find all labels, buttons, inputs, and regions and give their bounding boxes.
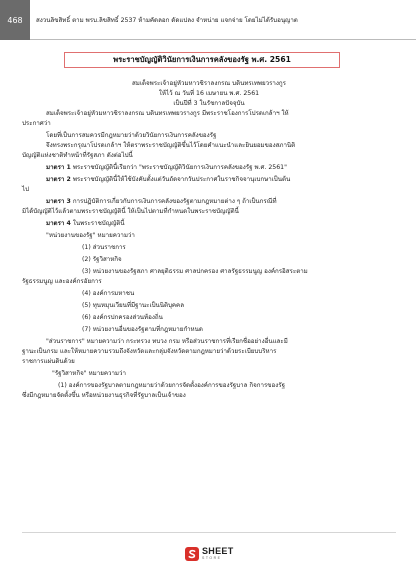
title-text: พระราชบัญญัติวินัยการเงินการคลังของรัฐ พ.ศ. 2561 xyxy=(113,55,291,64)
page-number: 468 xyxy=(0,0,30,40)
given-date-line: ให้ไว้ ณ วันที่ 16 เมษายน พ.ศ. 2561 xyxy=(158,90,260,97)
brand-mark-icon xyxy=(185,547,199,561)
list-item: (7) หน่วยงานอื่นของรัฐตามที่กฎหมายกำหนด xyxy=(82,326,203,333)
section-4-text: ในพระราชบัญญัตินี้ xyxy=(72,220,125,227)
list-item: (4) องค์การมหาชน xyxy=(82,290,135,297)
brand-word: SHEET xyxy=(202,546,234,557)
section-2-label: มาตรา 2 xyxy=(46,176,71,183)
reign-year-line: เป็นปีที่ 3 ในรัชกาลปัจจุบัน xyxy=(173,100,245,107)
section-1 xyxy=(46,164,287,172)
list-item-cont: ซึ่งมีกฎหมายจัดตั้งขึ้น หรือหน่วยงานธุรกิจที่รัฐบาลเป็นเจ้าของ xyxy=(22,392,186,399)
list-item: (3) หน่วยงานของรัฐสภา ศาลยุติธรรม ศาลปกครอง ศาลรัฐธรรมนูญ องค์กรอิสระตาม xyxy=(82,268,308,275)
section-2-text: พระราชบัญญัตินี้ให้ใช้บังคับตั้งแต่วันถัดจากวันประกาศในราชกิจจานุเบกษาเป็นต้น xyxy=(72,176,291,183)
enactment-line-2: บัญญัติแห่งชาติทำหน้าที่รัฐสภา ดังต่อไปนี้ xyxy=(22,152,133,159)
proclamation-line: สมเด็จพระเจ้าอยู่หัวมหาวชิราลงกรณ บดินทรเทพยวรางกูร มีพระราชโองการโปรดเกล้าฯ ให้ xyxy=(46,110,289,117)
copyright-text: สงวนลิขสิทธิ์ ตาม พรบ.ลิขสิทธิ์ 2537 ห้ามคัดลอก ดัดแปลง จำหน่าย แจกจ่าย โดยไม่ได้รับอนุญาต xyxy=(36,16,298,24)
definition-state-enterprise: "รัฐวิสาหกิจ" หมายความว่า xyxy=(52,370,126,377)
footer-divider xyxy=(22,532,396,533)
section-3-label: มาตรา 3 xyxy=(46,198,71,205)
section-3-text: การปฏิบัติการเกี่ยวกับการเงินการคลังของรัฐตามกฎหมายต่าง ๆ ถ้าเป็นกรณีที่ xyxy=(72,198,277,205)
document-title xyxy=(64,52,340,68)
section-1-text: พระราชบัญญัตินี้เรียกว่า "พระราชบัญญัติวินัยการเงินการคลังของรัฐ พ.ศ. 2561" xyxy=(72,164,287,171)
enactment-line: จึงทรงพระกรุณาโปรดเกล้าฯ ให้ตราพระราชบัญญัติขึ้นไว้โดยคำแนะนำและยินยอมของสภานิติ xyxy=(46,142,296,149)
section-2-cont: ไป xyxy=(22,186,30,193)
section-3-cont: มิได้บัญญัติไว้แล้วตามพระราชบัญญัตินี้ ให้เป็นไปตามที่กำหนดในพระราชบัญญัตินี้ xyxy=(22,208,239,215)
section-1-label: มาตรา 1 xyxy=(46,164,71,171)
list-item: (5) ทุนหมุนเวียนที่มีฐานะเป็นนิติบุคคล xyxy=(82,302,184,309)
copyright-header xyxy=(30,0,416,40)
list-item: (6) องค์กรปกครองส่วนท้องถิ่น xyxy=(82,314,163,321)
definition-government-agency-cont-2: ราชการแผ่นดินด้วย xyxy=(22,358,75,365)
section-4-label: มาตรา 4 xyxy=(46,220,71,227)
list-item-cont: รัฐธรรมนูญ และองค์กรอัยการ xyxy=(22,278,102,285)
proclamation-line-2: ประกาศว่า xyxy=(22,120,51,127)
definition-state-agency: "หน่วยงานของรัฐ" หมายความว่า xyxy=(46,232,135,239)
list-item: (1) ส่วนราชการ xyxy=(82,244,126,251)
definition-government-agency-cont: ฐานะเป็นกรม และให้หมายความรวมถึงจังหวัดและกลุ่มจังหวัดตามกฎหมายว่าด้วยระเบียบบริหาร xyxy=(22,348,277,355)
brand-logo xyxy=(185,540,245,568)
brand-sub: STORE xyxy=(202,556,222,561)
section-2 xyxy=(46,176,290,184)
section-3 xyxy=(46,198,277,206)
whereas-line: โดยที่เป็นการสมควรมีกฎหมายว่าด้วยวินัยการเงินการคลังของรัฐ xyxy=(46,132,217,139)
section-4 xyxy=(46,220,125,228)
list-item: (1) องค์การของรัฐบาลตามกฎหมายว่าด้วยการจัดตั้งองค์การของรัฐบาล กิจการของรัฐ xyxy=(58,382,285,389)
list-item: (2) รัฐวิสาหกิจ xyxy=(82,256,122,263)
royal-name-line: สมเด็จพระเจ้าอยู่หัวมหาวชิราลงกรณ บดินทรเทพยวรางกูร xyxy=(132,80,286,87)
definition-government-agency: "ส่วนราชการ" หมายความว่า กระทรวง ทบวง กรม หรือส่วนราชการที่เรียกชื่ออย่างอื่นและมี xyxy=(46,338,288,345)
brand-wordmark xyxy=(202,547,234,561)
